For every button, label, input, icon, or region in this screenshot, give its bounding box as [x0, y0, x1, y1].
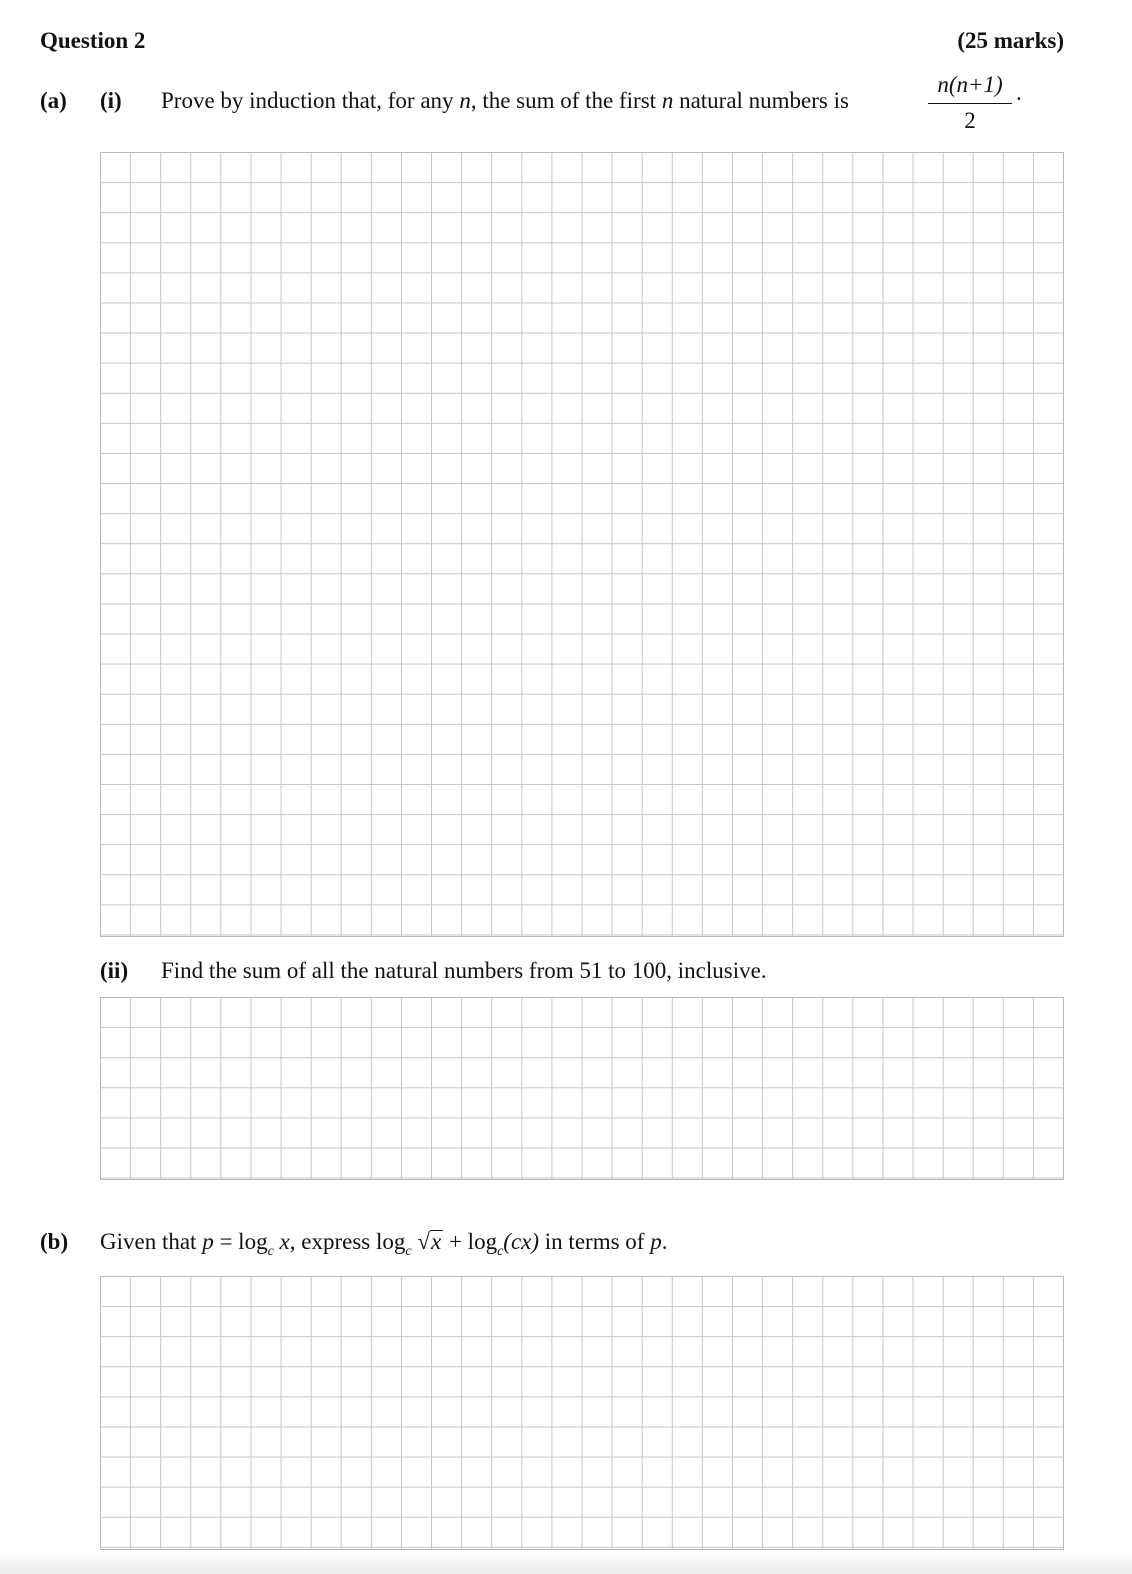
plus-log: + log — [443, 1229, 498, 1254]
eq-equals-log: = log — [213, 1229, 268, 1254]
part-b-text-2: , express log — [289, 1229, 406, 1254]
part-b-label: (b) — [40, 1229, 69, 1254]
part-b-text-1: Given that — [100, 1229, 203, 1254]
part-b-period: . — [661, 1229, 668, 1254]
marks-label: (25 marks) — [957, 28, 1064, 53]
part-a-i-text-3: natural numbers is — [673, 88, 849, 113]
var-p: p — [202, 1229, 214, 1254]
var-n: n — [459, 88, 471, 113]
fraction-bar — [928, 103, 1012, 104]
subscript-c: c — [497, 1244, 504, 1259]
answer-grid-a-ii[interactable] — [100, 997, 1064, 1180]
fraction-period: . — [1016, 80, 1022, 105]
question-title: Question 2 — [40, 28, 146, 53]
subscript-c: c — [405, 1244, 412, 1259]
answer-grid-a-i[interactable] — [100, 152, 1064, 937]
var-p: p — [650, 1229, 662, 1254]
part-a-ii-label: (ii) — [100, 958, 129, 983]
part-a-i-label: (i) — [100, 88, 122, 113]
var-n: n — [661, 88, 674, 113]
part-a-label: (a) — [40, 88, 67, 113]
var-x: x — [273, 1229, 290, 1254]
radicand-x: x — [430, 1229, 442, 1254]
part-a-i-text-2: , the sum of the first — [470, 88, 662, 113]
fraction-numerator: n(n+1) — [937, 72, 1003, 97]
subscript-c: c — [267, 1244, 274, 1259]
part-a-i-text-1: Prove by induction that, for any — [161, 88, 460, 113]
answer-grid-b[interactable] — [100, 1276, 1064, 1550]
fraction-denominator: 2 — [964, 108, 976, 133]
part-a-ii-question: Find the sum of all the natural numbers from 51 to 100, inclusive. — [161, 958, 767, 983]
page-bottom-shadow — [0, 1550, 1132, 1574]
part-b-text-3: in terms of — [539, 1229, 651, 1254]
square-root — [417, 1229, 443, 1255]
part-a-i-question — [161, 88, 849, 114]
paren-cx: (cx) — [503, 1229, 540, 1254]
part-b-question — [100, 1229, 668, 1259]
fraction-formula — [926, 70, 1014, 135]
radical-symbol: √ — [417, 1229, 430, 1254]
